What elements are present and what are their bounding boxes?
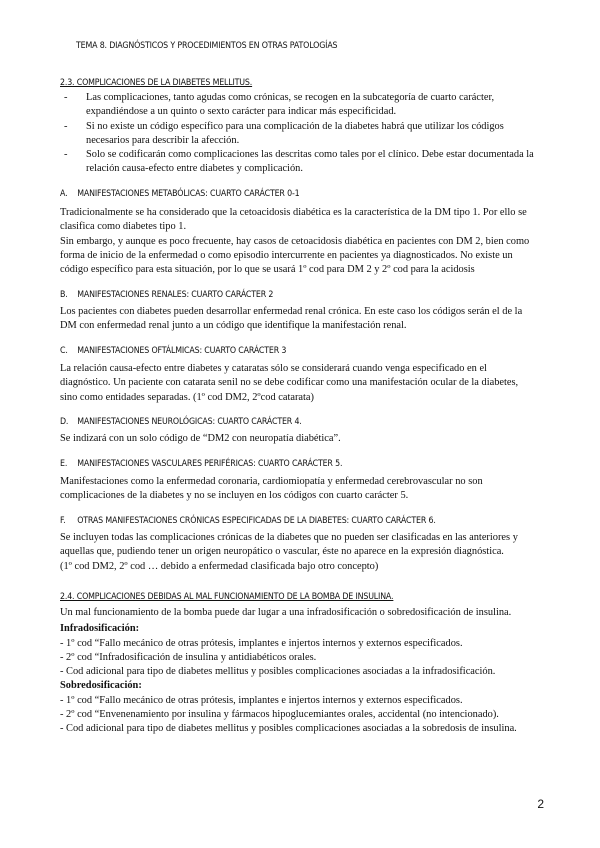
paragraph-line: Los pacientes con diabetes pueden desarrollar enfermedad renal crónica. En este caso los códigos serán el de la <box>60 306 523 317</box>
bullet-dash: - <box>64 149 68 161</box>
list-item: - 1º cod “Fallo mecánico de otras prótesis, implantes e injertos internos y externos especificados. <box>60 637 463 649</box>
bullet-line: Solo se codificarán como complicaciones las descritas como tales por el clínico. Debe estar documentada la <box>86 149 534 161</box>
subsection-letter: F. <box>60 515 66 526</box>
subsection-title: MANIFESTACIONES RENALES: CUARTO CARÁCTER 2 <box>77 289 274 300</box>
section-2-4-body <box>60 606 580 737</box>
list-item: - 2º cod “Infradosificación de insulina y antidiabéticos orales. <box>60 651 317 663</box>
paragraph-line: La relación causa-efecto entre diabetes y cataratas sólo se considerará cuando venga especificado en el <box>60 363 487 374</box>
paragraph-line: Un mal funcionamiento de la bomba puede dar lugar a una infradosificación o sobredosificación de insulina. <box>60 607 512 618</box>
paragraph-line: clasifica como diabetes tipo 1. <box>60 221 187 233</box>
subsection-letter: B. <box>60 289 68 300</box>
subsection-title: MANIFESTACIONES VASCULARES PERIFÉRICAS: CUARTO CARÁCTER 5. <box>77 458 343 469</box>
subsection-f-heading <box>60 515 436 526</box>
subsection-a-body <box>60 206 560 277</box>
paragraph-line: aquellas que, pudiendo tener un origen neuropático o vascular, éste no aparece en la expresión diagnóstica. <box>60 546 504 558</box>
bullet-line: relación causa-efecto entre diabetes y complicación. <box>86 163 303 175</box>
bullet-line: expandiéndose a un quinto o sexto carácter para indicar más especificidad. <box>86 106 397 118</box>
bullet-item <box>64 148 554 177</box>
section-2-3-title: 2.3. COMPLICACIONES DE LA DIABETES MELLITUS. <box>60 77 253 88</box>
sobredosificacion-title: Sobredosificación: <box>60 680 142 692</box>
subsection-f-body <box>60 531 560 574</box>
list-item: - 2º cod “Envenenamiento por insulina y fármacos hipoglucemiantes orales, accidental (no intencionado). <box>60 709 499 721</box>
paragraph-line: Se incluyen todas las complicaciones crónicas de la diabetes que no pueden ser clasificadas en las anteriores y <box>60 532 518 543</box>
paragraph-line: Se indizará con un solo código de “DM2 con neuropatía diabética”. <box>60 433 341 444</box>
subsection-b-body <box>60 305 560 334</box>
subsection-letter: A. <box>60 188 68 199</box>
subsection-a-heading <box>60 188 299 199</box>
paragraph-line: DM con enfermedad renal junto a un código que identifique la manifestación renal. <box>60 320 407 332</box>
bullet-line: Si no existe un código específico para una complicación de la diabetes habrá que utilizar los códigos <box>86 120 504 132</box>
bullet-item <box>64 120 554 149</box>
subsection-e-body <box>60 475 560 504</box>
list-item: - 1º cod “Fallo mecánico de otras prótesis, implantes e injertos internos y externos especificados. <box>60 694 463 706</box>
subsection-letter: C. <box>60 345 68 356</box>
paragraph-line: Sin embargo, y aunque es poco frecuente, hay casos de cetoacidosis diabética en pacientes con DM 2, bien como <box>60 235 530 247</box>
infradosificacion-title: Infradosificación: <box>60 623 140 635</box>
subsection-d-heading <box>60 416 302 427</box>
subsection-letter: D. <box>60 416 69 427</box>
bullet-dash: - <box>64 92 68 103</box>
section-2-4-title: 2.4. COMPLICACIONES DEBIDAS AL MAL FUNCIONAMIENTO DE LA BOMBA DE INSULINA. <box>60 591 394 602</box>
bullet-item <box>64 91 554 120</box>
paragraph-line: código específico para esta situación, por lo que se usará 1º cod para DM 2 y 2º cod para la acidosis <box>60 264 475 276</box>
subsection-b-heading <box>60 289 273 300</box>
subsection-c-heading <box>60 345 286 356</box>
subsection-c-body <box>60 362 560 405</box>
paragraph-line: complicaciones de la diabetes y no se incluyen en los códigos con cuarto carácter 5. <box>60 490 409 502</box>
subsection-title: OTRAS MANIFESTACIONES CRÓNICAS ESPECIFICADAS DE LA DIABETES: CUARTO CARÁCTER 6. <box>77 515 436 526</box>
paragraph-line: Tradicionalmente se ha considerado que la cetoacidosis diabética es la característica de la DM tipo 1. Por ello se <box>60 207 527 218</box>
subsection-d-body <box>60 432 560 446</box>
subsection-letter: E. <box>60 458 68 469</box>
paragraph-line: (1º cod DM2, 2º cod … debido a enfermedad clasificada bajo otro concepto) <box>60 560 379 572</box>
page-number: 2 <box>537 797 544 811</box>
list-item: - Cod adicional para tipo de diabetes mellitus y posibles complicaciones asociadas a la sobredosis de insulina. <box>60 723 517 735</box>
subsection-title: MANIFESTACIONES METABÓLICAS: CUARTO CARÁCTER 0-1 <box>77 188 300 199</box>
paragraph-line: Manifestaciones como la enfermedad coronaria, cardiomiopatía y enfermedad cerebrovascular no son <box>60 476 483 487</box>
paragraph-line: sino como entidades separadas. (1º cod DM2, 2ºcod catarata) <box>60 391 314 403</box>
subsection-e-heading <box>60 458 342 469</box>
list-item: - Cod adicional para tipo de diabetes mellitus y posibles complicaciones asociadas a la infradosificación. <box>60 666 496 678</box>
page-header-title: TEMA 8. DIAGNÓSTICOS Y PROCEDIMIENTOS EN OTRAS PATOLOGÍAS <box>76 40 338 51</box>
paragraph-line: forma de inicio de la enfermedad o como episodio intercurrente en pacientes ya diagnosticados. No existe un <box>60 249 513 261</box>
bullet-line: necesarios para describir la afección. <box>86 134 240 146</box>
subsection-title: MANIFESTACIONES OFTÁLMICAS: CUARTO CARÁCTER 3 <box>77 345 287 356</box>
bullet-line: Las complicaciones, tanto agudas como crónicas, se recogen en la subcategoría de cuarto carácter, <box>86 92 495 103</box>
bullet-dash: - <box>64 120 68 132</box>
paragraph-line: diagnóstico. Un paciente con catarata senil no se debe codificar como una manifestación ocular de la diabetes, <box>60 377 519 389</box>
subsection-title: MANIFESTACIONES NEUROLÓGICAS: CUARTO CARÁCTER 4. <box>77 416 302 427</box>
section-2-3-bullets <box>64 91 554 177</box>
